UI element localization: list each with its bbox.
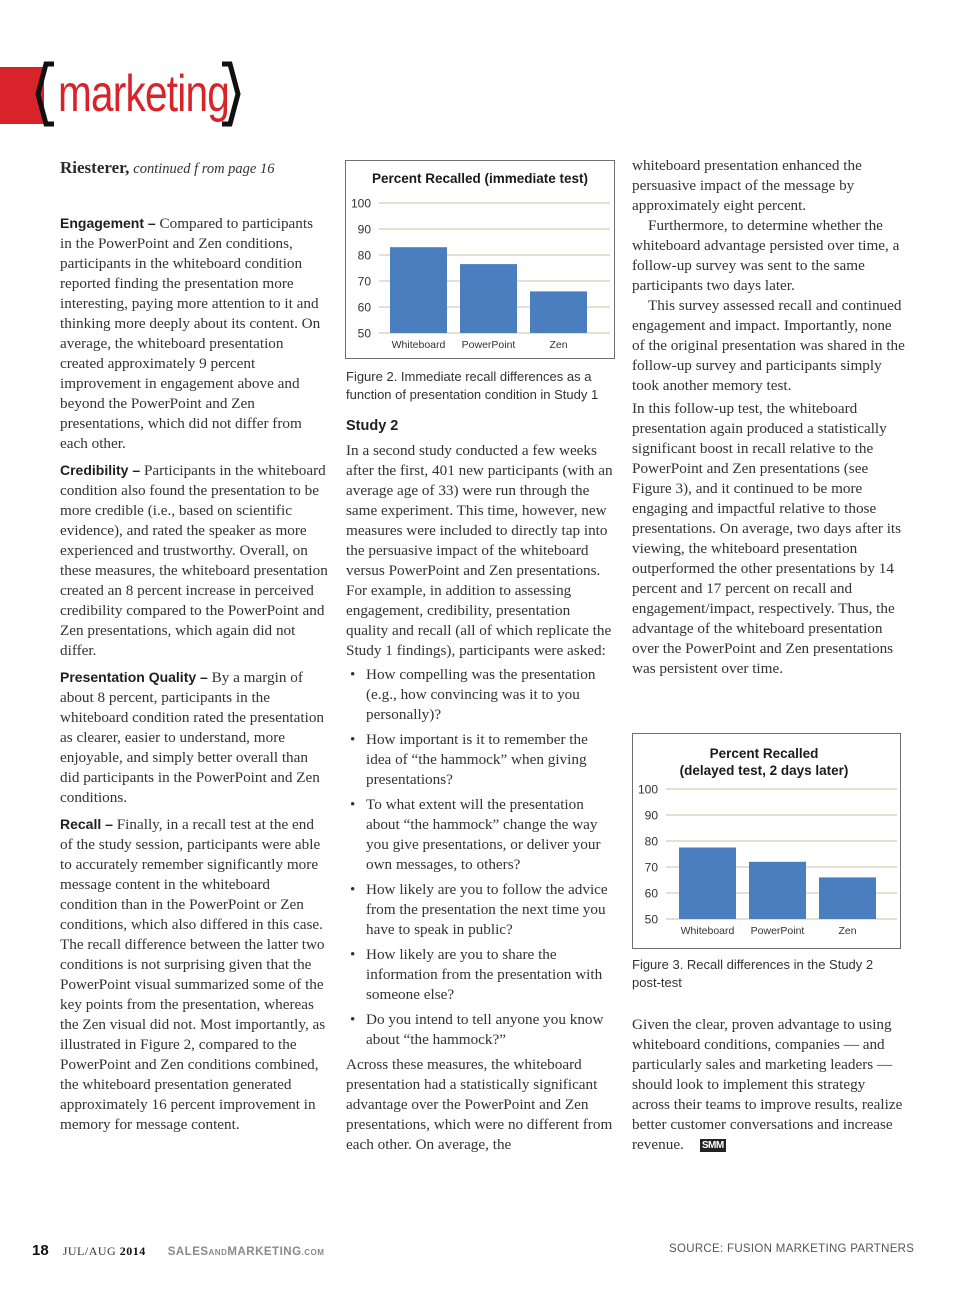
list-item xyxy=(346,730,614,790)
lead-engagement: Engagement – xyxy=(60,215,156,231)
list-item-text: To what extent will the presentation about “the hammock” change the way you give presentations, or deliver your own messages, to others? xyxy=(366,796,601,873)
lead-credibility: Credibility – xyxy=(60,462,141,478)
x-tick-label: Whiteboard xyxy=(391,339,446,351)
x-tick-label: Whiteboard xyxy=(680,925,735,937)
paragraph-credibility xyxy=(60,460,328,661)
y-tick-label: 80 xyxy=(357,248,371,263)
list-item xyxy=(346,945,614,1005)
bullet-icon: • xyxy=(350,946,356,963)
paragraph: whiteboard presentation enhanced the persuasive impact of the message by approximately eight percent. xyxy=(632,157,862,214)
x-tick-label: Zen xyxy=(549,339,568,351)
list-item-text: How likely are you to share the information from the presentation with someone else? xyxy=(366,946,603,1003)
study-2-intro: In a second study conducted a few weeks after the first, 401 new participants (with an average age of 33) were run through the same experiment. This time, however, new measures were included to directly tap into the persuasive impact of the whiteboard versus PowerPoint and Zen presentations. For example, in addition to assessing engagement, credibility, presentation quality and recall (all of which replicate the Study 1 findings), participants were asked: xyxy=(346,442,613,659)
y-tick-label: 80 xyxy=(644,834,658,849)
lead-recall: Recall – xyxy=(60,816,113,832)
bullet-icon: • xyxy=(350,881,356,898)
paragraph-text: Participants in the whiteboard condition also found the presentation to be more credible (i.e., based on scientific evidence), and rated the speaker as more experienced and trustworthy. Overall, on these measures, the whiteboard presentation created an 8 percent increase in perceived credibility compared to the PowerPoint and Zen presentations, which again did not differ. xyxy=(60,462,328,659)
bar-zen xyxy=(530,291,587,333)
study-2-heading: Study 2 xyxy=(346,418,399,434)
bar-powerpoint xyxy=(749,862,806,919)
list-item-text: How likely are you to follow the advice from the presentation the next time you have to speak in public? xyxy=(366,881,608,938)
list-item-text: How important is it to remember the idea of “the hammock” when giving presentations? xyxy=(366,731,588,788)
page-number: 18 xyxy=(32,1242,49,1259)
end-mark-logo: SMM xyxy=(701,1140,724,1151)
y-tick-label: 90 xyxy=(644,808,658,823)
paragraph: This survey assessed recall and continued engagement and impact. Importantly, none of the original presentation was shared in the follow-up survey and participants simply took another memory test. xyxy=(632,297,905,394)
column-1 xyxy=(60,213,328,1141)
bar-whiteboard xyxy=(679,848,736,920)
paragraph-engagement xyxy=(60,213,328,454)
y-tick-label: 50 xyxy=(357,326,371,341)
bullet-icon: • xyxy=(350,666,356,683)
paragraph-text: Finally, in a recall test at the end of the study session, participants were able to accurately remember significantly more message content in the whiteboard condition than in the PowerPoint or Zen conditions, which also differed in this case. The recall difference between the latter two conditions is not surprising given that the PowerPoint visual summarized some of the key points from the presentation, whereas the Zen visual did not. Most importantly, as illustrated in Figure 2, compared to the PowerPoint and Zen conditions combined, the whiteboard presentation generated approximately 16 percent improvement in memory for message content. xyxy=(60,816,326,1133)
list-item xyxy=(346,665,614,725)
y-tick-label: 90 xyxy=(357,222,371,237)
continued-note: continued f rom page 16 xyxy=(133,161,275,177)
source-credit: SOURCE: FUSION MARKETING PARTNERS xyxy=(669,1243,915,1255)
figure-2-chart-svg xyxy=(346,161,614,358)
question-list xyxy=(346,665,614,1050)
issue-month: JUL/AUG xyxy=(62,1244,117,1258)
column-3-top xyxy=(632,156,907,685)
study-2-closing: Across these measures, the whiteboard presentation had a statistically significant advantage over the PowerPoint and Zen presentations, which were no different from each other. On average, the xyxy=(346,1056,613,1153)
paragraph-recall xyxy=(60,814,328,1135)
conclusion-text: Given the clear, proven advantage to using whiteboard conditions, companies — and particularly sales and marketing leaders — should look to implement this strategy across their teams to improve results, realize better customer conversations and increase revenue. xyxy=(632,1016,903,1153)
figure-3-chart-svg xyxy=(633,734,900,948)
x-tick-label: PowerPoint xyxy=(461,339,516,351)
y-tick-label: 100 xyxy=(350,196,371,211)
column-2 xyxy=(346,441,614,1161)
paragraph: In this follow-up test, the whiteboard presentation again produced a statistically significant boost in recall relative to the PowerPoint and Zen presentations (see Figure 3), and it continued to be more engaging and impactful relative to those presentations. On average, two days after its viewing, the whiteboard presentation outperformed the other presentations by 14 percent and 17 percent on recall and engagement/impact, respectively. Thus, the advantage of the whiteboard presentation over the PowerPoint and Zen presentations was persistent over time. xyxy=(632,400,902,677)
list-item xyxy=(346,880,614,940)
chart-title: (delayed test, 2 days later) xyxy=(679,763,849,778)
author-name: Riesterer, xyxy=(60,158,130,177)
paragraph-text: Compared to participants in the PowerPoint and Zen conditions, participants in the whiteboard condition reported finding the presentation more interesting, paying more attention to it and thinking more deeply about its content. On average, the whiteboard presentation created approximately 9 percent improvement in engagement above and beyond the PowerPoint and Zen presentations, which did not differ from each other. xyxy=(60,215,321,452)
figure-3-chart xyxy=(632,733,901,949)
site-part: AND xyxy=(208,1248,228,1257)
site-part: SALES xyxy=(167,1246,209,1258)
y-tick-label: 60 xyxy=(357,300,371,315)
bar-powerpoint xyxy=(460,264,517,333)
y-tick-label: 70 xyxy=(357,274,371,289)
list-item-text: Do you intend to tell anyone you know about “the hammock?” xyxy=(366,1011,604,1048)
y-tick-label: 70 xyxy=(644,860,658,875)
list-item-text: How compelling was the presentation (e.g., how convincing was it to you personally)? xyxy=(366,666,596,723)
byline xyxy=(60,158,275,178)
figure-2-caption: Figure 2. Immediate recall differences as a function of presentation condition in Study 1 xyxy=(346,369,599,402)
y-tick-label: 60 xyxy=(644,886,658,901)
bullet-icon: • xyxy=(350,796,356,813)
y-tick-label: 100 xyxy=(637,782,658,797)
website xyxy=(168,1246,325,1258)
figure-2-chart xyxy=(345,160,615,359)
right-bracket-icon xyxy=(218,60,242,128)
column-3-bottom xyxy=(632,1015,907,1161)
footer-folio xyxy=(32,1242,324,1260)
paragraph-text: By a margin of about 8 percent, participants in the whiteboard condition rated the presentation as clearer, easier to understand, more enjoyable, and simply better overall than did participants in the PowerPoint and Zen conditions. xyxy=(60,669,325,806)
x-tick-label: Zen xyxy=(838,925,857,937)
conclusion-paragraph xyxy=(632,1015,907,1155)
site-part: .COM xyxy=(301,1248,325,1257)
x-tick-label: PowerPoint xyxy=(750,925,805,937)
figure-3-caption: Figure 3. Recall differences in the Study 2 post-test xyxy=(632,957,874,990)
left-bracket-icon xyxy=(34,60,58,128)
issue-year: 2014 xyxy=(119,1244,146,1258)
site-part: MARKETING xyxy=(227,1246,302,1258)
lead-presentation-quality: Presentation Quality – xyxy=(60,669,208,685)
bar-zen xyxy=(819,877,876,919)
paragraph: Furthermore, to determine whether the whiteboard advantage persisted over time, a follow-up survey was sent to the same participants two days later. xyxy=(632,217,900,294)
paragraph-presentation-quality xyxy=(60,667,328,808)
bullet-icon: • xyxy=(350,1011,356,1028)
y-tick-label: 50 xyxy=(644,912,658,927)
list-item xyxy=(346,795,614,875)
section-title: marketing xyxy=(58,65,230,123)
issue-date xyxy=(63,1244,146,1258)
chart-title: Percent Recalled (immediate test) xyxy=(371,171,589,186)
chart-title: Percent Recalled xyxy=(709,746,819,761)
list-item xyxy=(346,1010,614,1050)
bar-whiteboard xyxy=(390,247,447,333)
bullet-icon: • xyxy=(350,731,356,748)
